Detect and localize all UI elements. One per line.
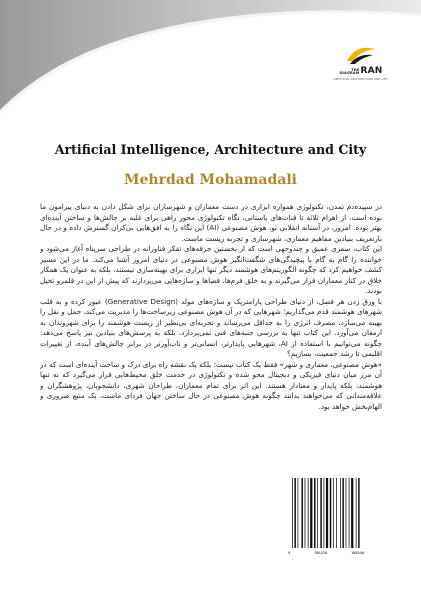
blurb-text: [40, 202, 382, 437]
barcode-bar: [351, 478, 353, 548]
barcode-bar: [292, 478, 293, 548]
barcode-bar: [330, 478, 332, 548]
barcode-bar: [317, 478, 318, 548]
blurb-paragraph: این کتاب، سفری عمیق و چندوجهی است که از نخستین جرقه‌های تفکر فناورانه در طراحی سرپناه آغاز می‌شود و خواننده را گام به گام با پیچیدگی‌های شگفت‌انگیز هوش مصنوعی در دنیای امروز آشنا می‌کند. ما در این مسیر کشف خواهیم کرد که چگونه الگوریتم‌های هوشمند دیگر تنها ابزاری برای بهینه‌سازی نیستند، بلکه به عنوان یک همکار خلاق در کنار معماران قرار می‌گیرند و به خلق فرم‌ها، فضاها و سازه‌هایی می‌پردازند که پیش از این در قلمرو تخیل بودند.: [40, 244, 382, 295]
barcode-bar: [340, 478, 341, 548]
barcode-bar: [336, 478, 337, 548]
barcode-bar: [342, 478, 344, 548]
barcode-bar: [314, 478, 316, 548]
publisher-logo-mark-icon: [344, 44, 378, 66]
barcode-digit-group: 9: [288, 551, 291, 555]
barcode-bar: [310, 478, 312, 548]
publisher-logo: [331, 44, 391, 92]
barcode-bar: [294, 478, 296, 548]
blurb-paragraph: در سپیده‌دم تمدن، تکنولوژی همواره ابزاری در دست معماران و شهرسازان برای شکل دادن به دنیای پیرامون ما بوده است، از اهرام ثلاثه تا قنات‌های باستانی، نگاه تکنولوژی محور راهی برای غلبه بر چالش‌ها و ساختن آینده‌ای بهتر بوده. امروز، در آستانه انقلابی نو، هوش مصنوعی (AI) این نگاه را به افق‌هایی بی‌کران گسترش داده و در حال بازتعریف بنیادین مفاهیم معماری، شهرسازی و تجربه زیست ماست.: [40, 202, 382, 243]
blurb-paragraph: «هوش مصنوعی، معماری و شهر» فقط یک کتاب نیست؛ بلکه یک نقشه راه برای درک و ساخت آینده‌ای است که در آن مرز میان دنیای فیزیکی و دیجیتال محو شده و تکنولوژی در خدمت خلق محیط‌هایی قرار می‌گیرد که نه تنها هوشمند، بلکه پایدار و معنادار هستند. این اثر برای تمام معماران، طراحان شهری، دانشجویان، پژوهشگران و علاقه‌مندانی که می‌خواهند بدانند چگونه هوش مصنوعی در حال ساختن جهان فردای ماست، یک منبع ضروری و الهام‌بخش خواهد بود.: [40, 359, 382, 411]
barcode-bar: [349, 478, 350, 548]
barcode-digit-group: 188540: [351, 551, 364, 555]
barcode-digit-group: 786220: [314, 551, 328, 555]
barcode-bar: [308, 478, 309, 548]
publisher-logo-prefix: THE DIAGRAM: [339, 67, 360, 76]
barcode-bars: [288, 476, 364, 550]
publisher-subtitle: ARTIFICIAL ARCHITECTURE AND CITY: [333, 77, 389, 81]
isbn-barcode: [288, 476, 364, 556]
book-title: Artificial Intelligence, Architecture and City: [54, 142, 367, 157]
barcode-bar: [333, 478, 334, 548]
author-name: Mehrdad Mohamadali: [124, 172, 297, 188]
blurb-paragraph: با ورق زدن هر فصل، از دنیای طراحی پارامتریک و سازه‌های مولد (Generative Design) عبور کرده و به قلب شهرهای هوشمند قدم می‌گذاریم؛ شهرهایی که در آن هوش مصنوعی زیرساخت‌ها را مدیریت می‌کند، حمل و نقل را بهینه می‌سازد، مصرف انرژی را به حداقل می‌رساند و تجربه‌ای بی‌نظیر از زیست هوشمند را برای شهروندان به ارمغان می‌آورد. این کتاب تنها به بررسی جنبه‌های فنی نمی‌پردازد، بلکه به پرسش‌های بنیادین نیز پاسخ می‌دهد: چگونه می‌توانیم با استفاده از AI، شهرهایی پایدارتر، انسانی‌تر و تاب‌آورتر در برابر چالش‌های آینده، از تغییرات اقلیمی تا رشد جمعیت، بسازیم؟: [40, 296, 382, 358]
publisher-logo-text: [339, 67, 382, 76]
barcode-bar: [346, 478, 347, 548]
publisher-name: RAN: [360, 66, 383, 76]
barcode-digits: [288, 551, 364, 555]
barcode-bar: [324, 478, 325, 548]
barcode-bar: [320, 478, 322, 548]
barcode-bar: [305, 478, 306, 548]
barcode-bar: [358, 478, 360, 548]
barcode-bar: [301, 478, 303, 548]
barcode-bar: [326, 478, 328, 548]
barcode-bar: [298, 478, 299, 548]
barcode-bar: [356, 478, 357, 548]
